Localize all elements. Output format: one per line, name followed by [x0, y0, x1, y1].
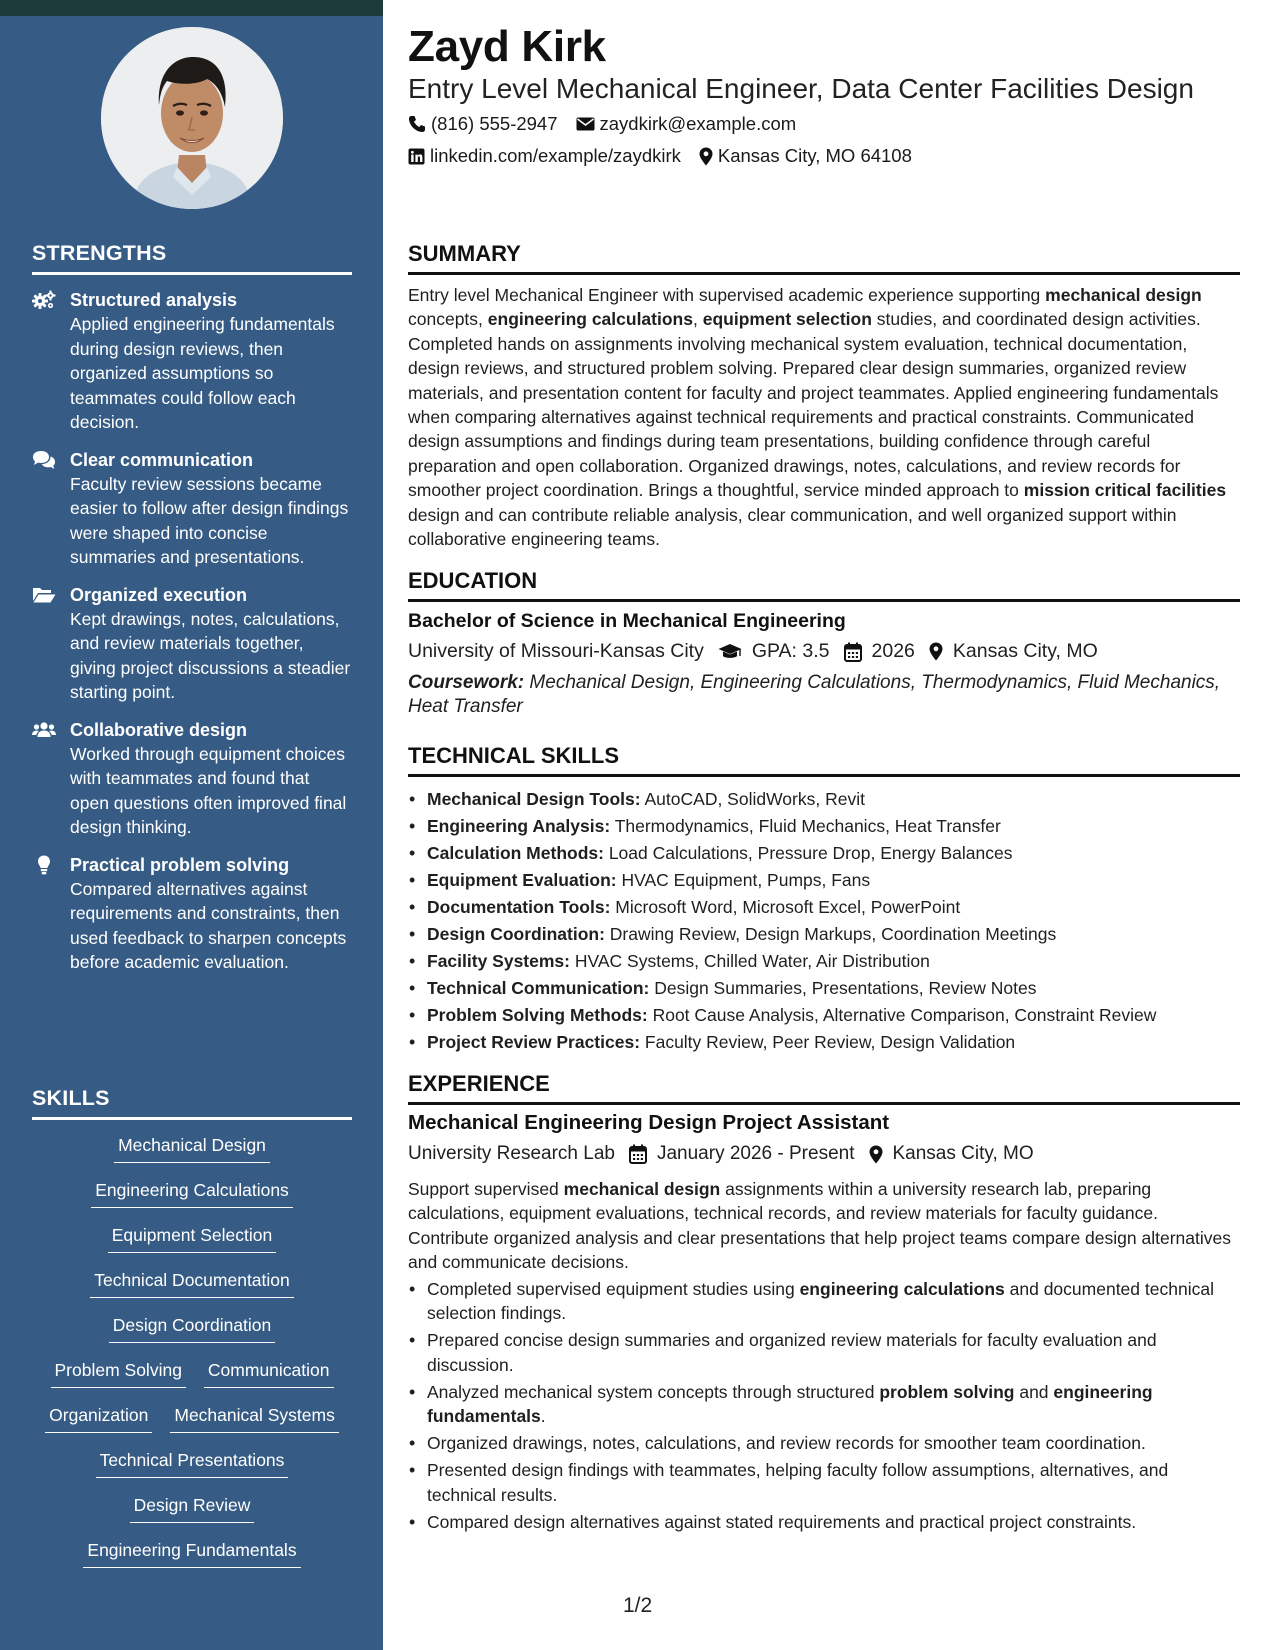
skill-row	[32, 1133, 352, 1178]
skill-values: Thermodynamics, Fluid Mechanics, Heat Transfer	[610, 816, 1001, 836]
strength-body: Kept drawings, notes, calculations, and review materials together, giving project discussions a steadier starting point.	[70, 608, 351, 702]
skill-category: Mechanical Design Tools:	[427, 789, 641, 809]
bullet-keyword: engineering fundamentals	[427, 1381, 1153, 1427]
coursework-list: Mechanical Design, Engineering Calculations, Thermodynamics, Fluid Mechanics, Heat Transfer	[408, 672, 1221, 717]
skill-category: Equipment Evaluation:	[427, 870, 617, 890]
bullet-text-run: and	[1014, 1381, 1054, 1402]
job-title: Mechanical Engineering Design Project Assistant	[408, 1111, 890, 1134]
technical-skills-list	[408, 786, 1240, 1056]
location-value: Kansas City, MO	[952, 640, 1098, 662]
strength-title: Collaborative design	[70, 719, 248, 740]
skill-tag: Design Coordination	[109, 1313, 276, 1343]
job-bullets	[408, 1277, 1240, 1537]
contact-row	[408, 145, 930, 167]
skill-row	[32, 1268, 352, 1313]
education-meta	[408, 640, 1112, 663]
skill-values: AutoCAD, SolidWorks, Revit	[640, 789, 865, 809]
skills-list	[32, 1133, 352, 1583]
summary-keyword: equipment selection	[702, 309, 872, 330]
summary-text-run: studies, and coordinated design activities. Completed hands on assignments involving mechanical system evaluation, technical documentation, design reviews, and structured problem solving. Prepared clear design summaries, organized review materials, and presentation content for faculty and project teammates. Applied engineering fundamentals when comparing alternatives against technical requirements and practical constraints. Communicated design assumptions and findings during team presentations, building confidence through careful preparation and open collaboration. Organized drawings, notes, calculations, and review records for smoother project coordination. Brings a thoughtful, service minded approach to	[408, 309, 1219, 501]
graduation-cap-icon	[718, 643, 742, 661]
strength-body: Compared alternatives against requirements and constraints, then used feedback to sharpen concepts before academic evaluation.	[70, 878, 347, 972]
bullet-text-run: Analyzed mechanical system concepts through structured	[427, 1381, 880, 1402]
list-item	[408, 1458, 1240, 1507]
desc-text-run: assignments within a university research lab, preparing calculations, equipment evaluations, technical records, and review materials for faculty guidance. Contribute organized analysis and clear presentations that help project teams compare design alternatives and communicate decisions.	[408, 1179, 1231, 1273]
job-location	[869, 1143, 1034, 1165]
strength-item	[32, 718, 352, 840]
skill-category: Calculation Methods:	[427, 843, 604, 863]
summary-keyword: mission critical facilities	[1023, 480, 1227, 501]
experience-heading: EXPERIENCE	[408, 1071, 1240, 1105]
skill-values: Drawing Review, Design Markups, Coordination Meetings	[604, 924, 1057, 944]
linkedin-contact[interactable]	[408, 145, 681, 167]
strength-title: Practical problem solving	[70, 854, 290, 875]
phone-contact[interactable]	[408, 113, 558, 135]
strength-item	[32, 583, 352, 705]
map-pin-icon	[929, 642, 943, 661]
headline-title: Entry Level Mechanical Engineer, Data Center Facilities Design	[408, 73, 1194, 104]
list-item	[408, 1029, 1240, 1056]
skill-tag: Communication	[204, 1358, 334, 1388]
summary-text-run: Entry level Mechanical Engineer with supervised academic experience supporting	[408, 285, 1046, 305]
coursework	[408, 671, 1240, 719]
summary-keyword: engineering calculations	[487, 309, 693, 330]
graduation-year	[844, 640, 915, 663]
school-name: University of Missouri-Kansas City	[408, 640, 704, 662]
bullet-text-run: Compared design alternatives against stated requirements and practical project constraints.	[427, 1511, 1137, 1532]
list-item	[408, 1277, 1240, 1326]
list-item	[408, 813, 1240, 840]
skill-row	[32, 1403, 352, 1448]
coursework-label: Coursework:	[408, 672, 525, 693]
skill-values: Load Calculations, Pressure Drop, Energy Balances	[603, 843, 1013, 863]
technical-skills-heading: TECHNICAL SKILLS	[408, 743, 1240, 777]
skill-row	[32, 1493, 352, 1538]
strengths-list	[32, 288, 352, 988]
bullet-text-run: and documented technical selection findings.	[427, 1279, 1214, 1324]
skill-tag: Mechanical Design	[114, 1133, 270, 1163]
job-meta	[408, 1143, 1048, 1165]
skill-tag: Design Review	[130, 1493, 255, 1523]
sidebar	[0, 0, 383, 1650]
summary-text-run: design and can contribute reliable analysis, clear communication, and well organized support within collaborative engineering teams.	[408, 504, 1177, 550]
skill-category: Project Review Practices:	[427, 1032, 641, 1052]
gpa-value: GPA: 3.5	[751, 640, 830, 662]
skill-values: Faculty Review, Peer Review, Design Validation	[640, 1032, 1016, 1052]
skill-category: Design Coordination:	[427, 924, 605, 944]
skill-row	[32, 1223, 352, 1268]
strength-title: Organized execution	[70, 584, 248, 605]
phone-number: (816) 555-2947	[431, 113, 558, 134]
list-item	[408, 840, 1240, 867]
list-item	[408, 894, 1240, 921]
summary-keyword: mechanical design	[1045, 285, 1202, 305]
contact-row	[408, 113, 814, 135]
skill-row	[32, 1313, 352, 1358]
skill-values: Microsoft Word, Microsoft Excel, PowerPoint	[610, 897, 961, 917]
strength-item	[32, 853, 352, 975]
email-contact[interactable]	[576, 113, 797, 135]
skill-tag: Organization	[45, 1403, 152, 1433]
education-location	[929, 640, 1098, 663]
skill-tag: Problem Solving	[51, 1358, 186, 1388]
bullet-text-run: .	[540, 1406, 546, 1427]
phone-icon	[408, 115, 426, 133]
job-dates	[629, 1143, 855, 1165]
strength-body: Worked through equipment choices with teammates and found that open questions often improved final design thinking.	[70, 743, 347, 837]
skill-row	[32, 1358, 352, 1403]
location-text: Kansas City, MO 64108	[717, 145, 912, 166]
location-value: Kansas City, MO	[892, 1143, 1034, 1164]
strength-body: Applied engineering fundamentals during design reviews, then organized assumptions so teammates could follow each decision.	[70, 314, 335, 432]
map-pin-icon	[699, 147, 713, 166]
avatar	[101, 27, 283, 209]
chat-bubbles-icon	[32, 450, 56, 470]
users-icon	[32, 720, 56, 740]
list-item	[408, 867, 1240, 894]
gears-icon	[32, 290, 56, 310]
degree-title: Bachelor of Science in Mechanical Engineering	[408, 610, 846, 632]
strength-body: Faculty review sessions became easier to follow after design findings were shaped into concise summaries and presentations.	[70, 473, 349, 567]
list-item	[408, 1380, 1240, 1429]
skill-values: HVAC Systems, Chilled Water, Air Distribution	[569, 951, 930, 971]
list-item	[408, 786, 1240, 813]
bullet-text-run: Prepared concise design summaries and organized review materials for faculty evaluation and discussion.	[427, 1330, 1157, 1375]
skill-tag: Engineering Fundamentals	[83, 1538, 300, 1568]
email-address: zaydkirk@example.com	[599, 113, 797, 134]
desc-text-run: Support supervised	[408, 1179, 564, 1199]
envelope-icon	[576, 116, 595, 132]
bullet-text-run: Completed supervised equipment studies using	[427, 1279, 800, 1299]
strength-item	[32, 448, 352, 570]
bullet-text-run: Presented design findings with teammates, helping faculty follow assumptions, alternatives, and technical results.	[427, 1460, 1169, 1505]
list-item	[408, 948, 1240, 975]
skill-row	[32, 1538, 352, 1583]
linkedin-url: linkedin.com/example/zaydkirk	[430, 145, 681, 166]
folder-open-icon	[32, 585, 56, 605]
desc-keyword: mechanical design	[563, 1179, 721, 1199]
skill-category: Engineering Analysis:	[427, 816, 611, 836]
skill-tag: Technical Documentation	[90, 1268, 294, 1298]
list-item	[408, 1431, 1240, 1455]
list-item	[408, 1328, 1240, 1377]
summary-text-run: ,	[692, 309, 703, 330]
sidebar-top-band	[0, 0, 383, 16]
strength-title: Clear communication	[70, 449, 254, 470]
calendar-icon	[844, 642, 862, 662]
summary-heading: SUMMARY	[408, 241, 1240, 275]
bullet-text-run: Organized drawings, notes, calculations, and review records for smoother team coordination.	[427, 1433, 1146, 1454]
summary-text-run: concepts,	[408, 309, 488, 330]
year-value: 2026	[871, 640, 915, 662]
bullet-keyword: problem solving	[879, 1381, 1015, 1402]
strength-title: Structured analysis	[70, 290, 238, 310]
skill-tag: Equipment Selection	[108, 1223, 277, 1253]
skill-category: Technical Communication:	[427, 978, 650, 998]
gpa	[718, 640, 830, 663]
strengths-heading: STRENGTHS	[32, 241, 352, 275]
skill-row	[32, 1178, 352, 1223]
page-number: 1/2	[623, 1594, 653, 1617]
summary-paragraph	[408, 283, 1240, 551]
calendar-icon	[629, 1144, 647, 1164]
education-heading: EDUCATION	[408, 568, 1240, 602]
job-description	[408, 1177, 1240, 1275]
skill-category: Facility Systems:	[427, 951, 570, 971]
skill-category: Problem Solving Methods:	[427, 1005, 648, 1025]
skill-category: Documentation Tools:	[427, 897, 611, 917]
list-item	[408, 1510, 1240, 1534]
lightbulb-icon	[32, 855, 56, 875]
skills-heading: SKILLS	[32, 1086, 352, 1120]
list-item	[408, 1002, 1240, 1029]
dates-value: January 2026 - Present	[656, 1143, 855, 1164]
bullet-keyword: engineering calculations	[799, 1279, 1005, 1299]
skill-tag: Engineering Calculations	[91, 1178, 293, 1208]
strength-item	[32, 288, 352, 435]
location-contact	[699, 145, 912, 167]
skill-tag: Mechanical Systems	[170, 1403, 338, 1433]
profile-photo	[101, 27, 283, 209]
candidate-name: Zayd Kirk	[408, 22, 606, 71]
list-item	[408, 975, 1240, 1002]
map-pin-icon	[869, 1145, 883, 1164]
employer: University Research Lab	[408, 1143, 615, 1164]
skill-tag: Technical Presentations	[96, 1448, 289, 1478]
skill-row	[32, 1448, 352, 1493]
skill-values: Design Summaries, Presentations, Review Notes	[649, 978, 1037, 998]
list-item	[408, 921, 1240, 948]
skill-values: Root Cause Analysis, Alternative Comparison, Constraint Review	[647, 1005, 1157, 1025]
skill-values: HVAC Equipment, Pumps, Fans	[616, 870, 871, 890]
linkedin-icon	[408, 148, 425, 165]
